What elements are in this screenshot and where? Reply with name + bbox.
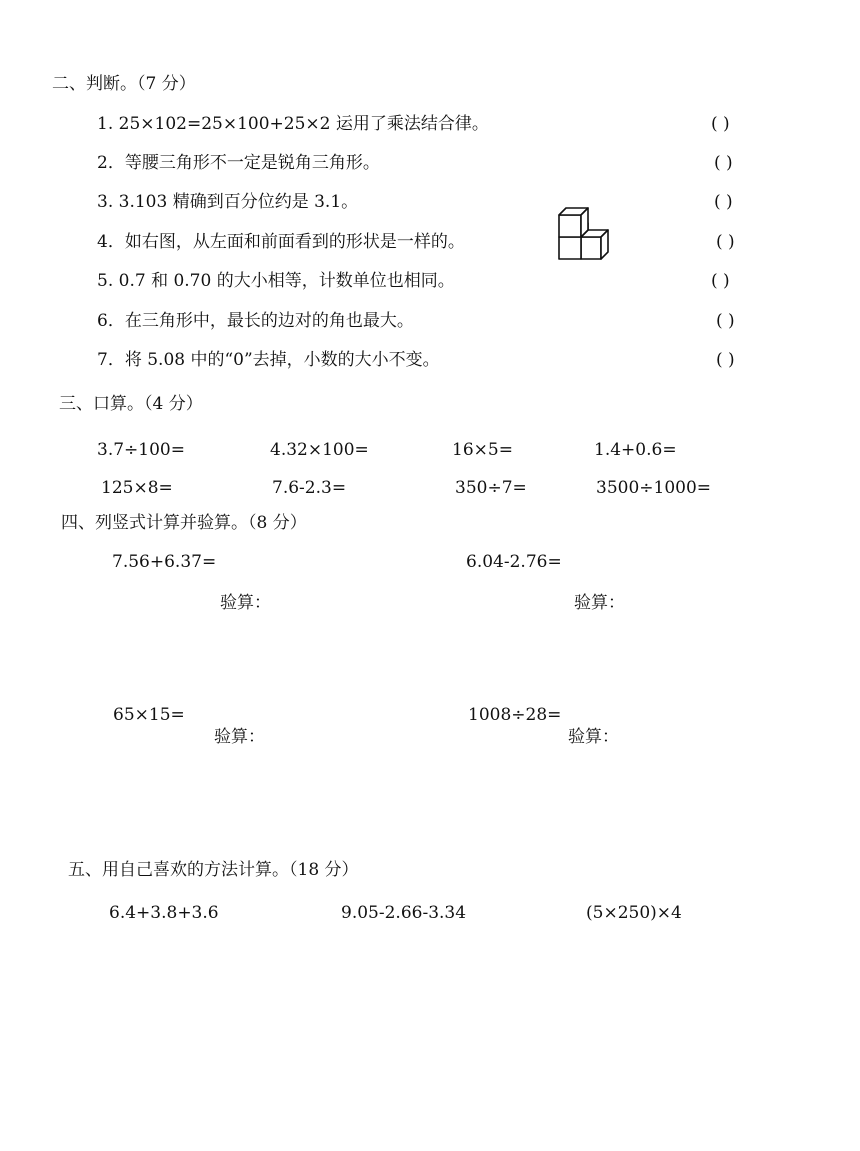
answer-bracket-2[interactable]: ( ) [714, 153, 733, 173]
answer-bracket-7[interactable]: ( ) [716, 350, 735, 370]
answer-bracket-4[interactable]: ( ) [716, 232, 735, 252]
judge-item-1: 1. 25×102=25×100+25×2 运用了乘法结合律。 [97, 114, 489, 134]
judge-item-4: 4．如右图，从左面和前面看到的形状是一样的。 [97, 232, 465, 252]
simplify-calc-2: 9.05-2.66-3.34 [341, 903, 467, 923]
vertical-calc-1: 7.56+6.37= [112, 552, 217, 572]
section-4-heading: 四、列竖式计算并验算。（8 分） [61, 513, 307, 533]
section-3-heading: 三、口算。（4 分） [59, 394, 203, 414]
judge-item-6: 6．在三角形中，最长的边对的角也最大。 [97, 311, 414, 331]
stacked-cubes-figure [550, 203, 610, 261]
check-label-3: 验算： [214, 727, 265, 747]
check-label-1: 验算： [220, 593, 271, 613]
section-5-heading: 五、用自己喜欢的方法计算。（18 分） [68, 860, 359, 880]
judge-item-5: 5. 0.7 和 0.70 的大小相等，计数单位也相同。 [97, 271, 455, 291]
judge-item-7: 7．将 5.08 中的“0”去掉，小数的大小不变。 [97, 350, 440, 370]
check-label-2: 验算： [574, 593, 625, 613]
oral-calc-r1-c4: 1.4+0.6= [594, 440, 677, 460]
oral-calc-r2-c2: 7.6-2.3= [272, 478, 347, 498]
simplify-calc-1: 6.4+3.8+3.6 [109, 903, 219, 923]
answer-bracket-1[interactable]: ( ) [711, 114, 730, 134]
vertical-calc-4: 1008÷28= [468, 705, 562, 725]
vertical-calc-2: 6.04-2.76= [466, 552, 562, 572]
oral-calc-r2-c1: 125×8= [101, 478, 173, 498]
oral-calc-r1-c2: 4.32×100= [270, 440, 369, 460]
vertical-calc-3: 65×15= [113, 705, 185, 725]
answer-bracket-6[interactable]: ( ) [716, 311, 735, 331]
judge-item-2: 2．等腰三角形不一定是锐角三角形。 [97, 153, 380, 173]
oral-calc-r2-c4: 3500÷1000= [596, 478, 712, 498]
oral-calc-r2-c3: 350÷7= [455, 478, 527, 498]
section-2-heading: 二、判断。（7 分） [52, 74, 196, 94]
oral-calc-r1-c1: 3.7÷100= [97, 440, 185, 460]
answer-bracket-5[interactable]: ( ) [711, 271, 730, 291]
answer-bracket-3[interactable]: ( ) [714, 192, 733, 212]
simplify-calc-3: (5×250)×4 [586, 903, 682, 923]
judge-item-3: 3. 3.103 精确到百分位约是 3.1。 [97, 192, 359, 212]
oral-calc-r1-c3: 16×5= [452, 440, 513, 460]
check-label-4: 验算： [568, 727, 619, 747]
